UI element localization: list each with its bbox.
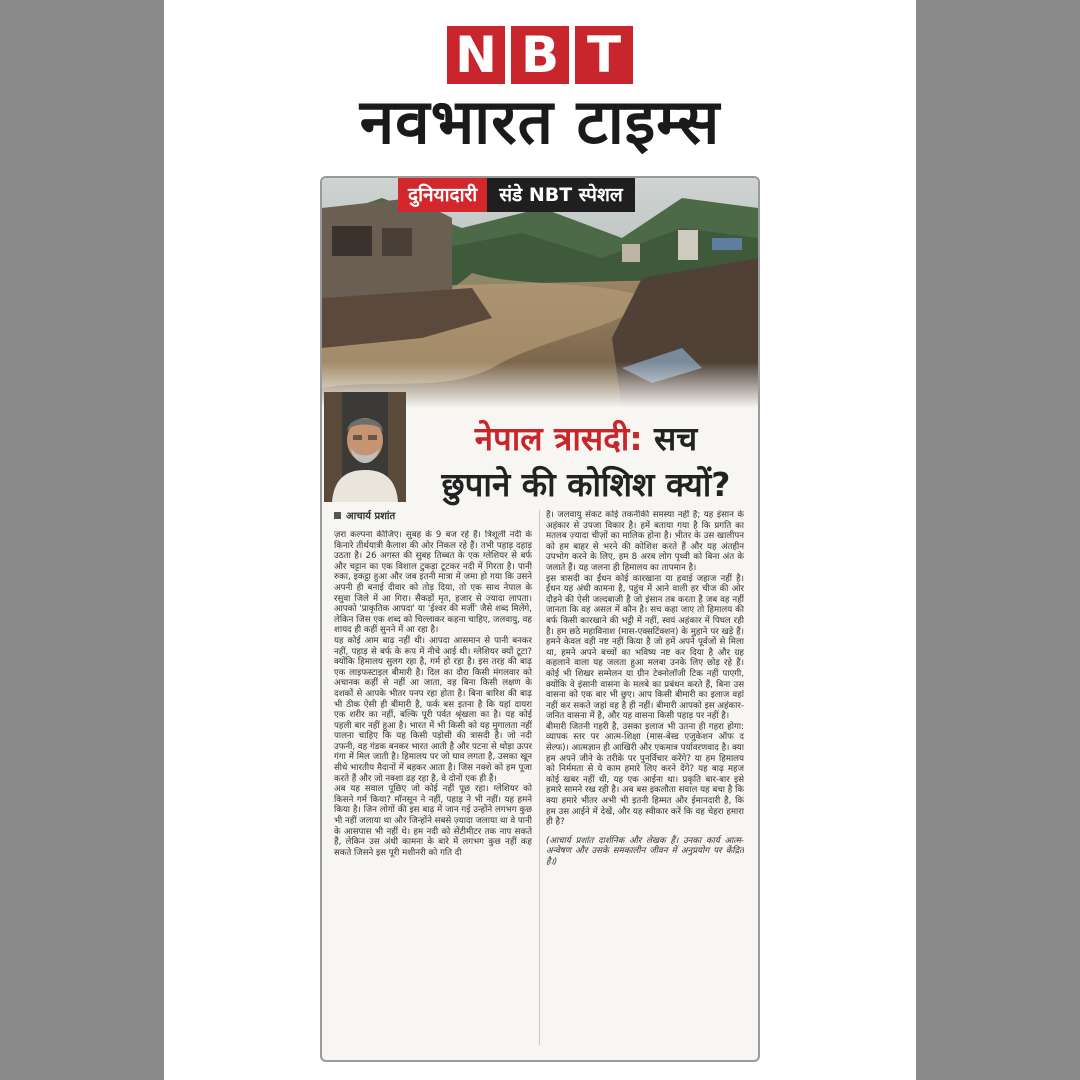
article-column-right [546, 510, 744, 1050]
paragraph: इस त्रासदी का ईंधन कोई कारखाना या हवाई जहाज नहीं है। ईंधन यह अंधी कामना है, पहुंच में आने वाली हर चीज की ओर दौड़ने की ऐसी जल्दबाजी है जो इंसान तब करता है जब वह नहीं जानता कि वह असल में कौन है। सच कहा जाए तो हिमालय की बर्फ किसी कारखाने की भट्ठी में नहीं, स्वयं अहंकार में पिघल रही है। हम छठे महाविनाश (मास-एक्सटिंक्शन) के मुहाने पर खड़े हैं। हमने केवल वही नष्ट नहीं किया है जो हमें अपने पूर्वजों से मिला था, हमने अपने बच्चों का भविष्य नष्ट कर दिया है और ग्रह कहलाने वाला यह जलता हुआ मलबा उनके लिए छोड़ रहे हैं। कोई भी शिखर सम्मेलन या ग्रीन टेक्नोलॉजी टिक नहीं पाएगी, क्योंकि वे इंसानी वासना के मलबे का प्रबंधन करते हैं, बिना उस वासना को एक बार भी छुए। आप किसी बीमारी का इलाज वहां नहीं कर सकते जहां वह है ही नहीं। बीमारी आपको इस अहंकार-जनित वासना में है, और यह वासना किसी पहाड़ पर नहीं है। [546, 573, 744, 722]
author-name: आचार्य प्रशांत [346, 511, 396, 522]
section-tag: दुनियादारी [398, 178, 487, 212]
section-tags [398, 178, 635, 212]
author-note: (आचार्य प्रशांत दार्शनिक और लेखक हैं। उनका कार्य आत्म-अन्वेषण और उसके समकालीन जीवन में अनुप्रयोग पर केंद्रित है।) [546, 835, 744, 867]
paragraph: बीमारी जितनी गहरी है, उसका इलाज भी उतना ही गहरा होगा: व्यापक स्तर पर आत्म-शिक्षा (मास-बेस्ड एजुकेशन ऑफ द सेल्फ)। आत्मज्ञान ही आखिरी और एकमात्र पर्यावरणवाद है। क्या हम अपने जीने के तरीके पर पुनर्विचार करेंगे? या हम हिमालय को निर्ममता से ये काम हमारे लिए करने देंगे? यह बाढ़ महज कोई खबर नहीं थी, यह एक आईना था। प्रकृति बार-बार इसे हमारे सामने रख रही है। अब बस इकलौता सवाल यह बचा है कि क्या हमारे भीतर अभी भी इतनी हिम्मत और ईमानदारी है, कि हम उस आईने में देखें, और यह स्वीकार करें कि वह चेहरा हमारा ही है? [546, 721, 744, 828]
byline [334, 508, 395, 522]
paragraph: है। जलवायु संकट कोई तकनीकी समस्या नहीं है; यह इंसान के अहंकार से उपजा विकार है। हमें बताया गया है कि प्रगति का मतलब ज़्यादा चीज़ों का मालिक होना है। भीतर के उस खालीपन को हम बाहर से भरने की कोशिश करते हैं और यह अंतहीन उपभोग करने के लिए, हम 8 अरब लोग पृथ्वी को बिना अंत के जलाते हैं। यह जलना ही हिमालय का तापमान है। [546, 510, 744, 573]
headline-red: नेपाल त्रासदी: [474, 419, 643, 458]
logo-letter-b: B [511, 26, 569, 84]
news-clipping [320, 176, 760, 1062]
logo-letter-t: T [575, 26, 633, 84]
special-tag: संडे NBT स्पेशल [487, 178, 635, 212]
headline-line1: सच [642, 419, 698, 458]
flood-photo [322, 178, 758, 408]
author-photo [324, 392, 406, 502]
paragraph: ज़रा कल्पना कीजिए। सुबह के 9 बज रहे हैं। त्रिशूली नदी के किनारे तीर्थयात्री कैलाश की ओर निकल रहे हैं। तभी पहाड़ दहाड़ उठता है। 26 अगस्त की सुबह तिब्बत के एक ग्लेशियर से बर्फ और चट्टान का एक विशाल टुकड़ा टूटकर नदी में गिरता है। पानी रुका, इकट्ठा हुआ और जब इतनी मात्रा में जमा हो गया कि उसने अपनी ही बनाई दीवार को तोड़ दिया, तो एक साथ नेपाल के रसुवा जिले में आ गिरा। सैकड़ों मृत, हजार से ज्यादा लापता। आपको 'प्राकृतिक आपदा' या 'ईश्वर की मर्जी' जैसे शब्द मिलेंगे, लेकिन जिस एक शब्द को चिल्लाकर कहना चाहिए, जलवायु, वह शायद ही कहीं सुनने में आ रहा है। [334, 530, 532, 636]
logo-letter-n: N [447, 26, 505, 84]
headline-line2: छुपाने की कोशिश क्यों? [441, 465, 731, 504]
paragraph: यह कोई आम बाढ़ नहीं थी। आपदा आसमान से पानी बनकर नहीं, पहाड़ से बर्फ के रूप में नीचे आई थी। ग्लेशियर क्यों टूटा? क्योंकि हिमालय सुलग रहा है, गर्म हो रहा है। इस तरह की बाढ़ एक लाइफस्टाइल बीमारी है। दिल का दौरा किसी मंगलवार को अचानक कहीं से नहीं आ जाता, वह बिना किसी लक्षण के दशकों से आपके भीतर पनप रहा होता है। बिना बारिश की बाढ़ भी ठीक ऐसी ही बीमारी है, फर्क बस इतना है कि यहां दायरा एक शरीर का नहीं, बल्कि पूरी पर्वत श्रृंखला का है। यह कोई पहली बार नहीं हुआ है। भारत में भी किसी को यह मुगालता नहीं पालना चाहिए कि यह किसी पड़ोसी की त्रासदी है। जो नदी उफनी, वह गंडक बनकर भारत आती है और पटना से थोड़ा ऊपर गंगा में मिल जाती है। हिमालय पर जो घाव लगता है, उसका खून सीधे भारतीय मैदानों में बहकर आता है। जिस नक्शे को हम पूजा करते हैं और जो नक्शा ढह रहा है, वे दोनों एक ही हैं। [334, 635, 532, 784]
column-divider [539, 510, 540, 1045]
article-column-left [334, 530, 532, 1048]
byline-square-icon [334, 512, 341, 519]
masthead-title: नवभारत टाइम्स [359, 85, 721, 158]
paragraph: अब यह सवाल पूछिए जो कोई नहीं पूछ रहा। ग्लेशियर को किसने गर्म किया? मॉनसून ने नहीं, पहाड़ ने भी नहीं। यह हमने किया है। जिन लोगों की इस बाढ़ में जान गई उन्होंने लगभग कुछ भी नहीं जलाया था और जिन्होंने सबसे ज़्यादा जलाया था वे पानी के आसपास भी नहीं थे। हम नदी को सेंटीमीटर तक नाप सकते हैं, लेकिन उस अंधी कामना के बारे में लगभग कुछ नहीं कह सकते जिसने इस पूरी मशीनरी को गति दी [334, 784, 532, 858]
nbt-logo [447, 26, 633, 84]
headline [418, 416, 754, 508]
